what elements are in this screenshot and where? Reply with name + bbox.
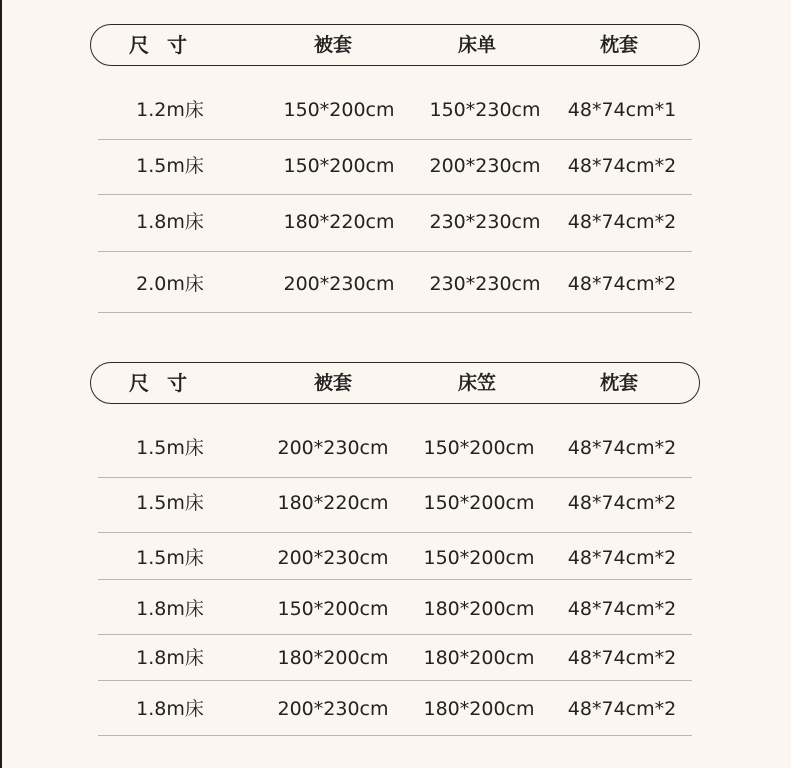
table-cell-size: 1.8m床 (136, 598, 204, 620)
table-cell-sheet: 150*200cm (423, 492, 535, 514)
table-cell-size: 1.8m床 (136, 647, 204, 669)
table-cell-duvet-cover: 180*200cm (277, 647, 389, 669)
table-cell-pillowcase: 48*74cm*2 (567, 437, 677, 459)
table-cell-pillowcase: 48*74cm*2 (567, 598, 677, 620)
table-cell-pillowcase: 48*74cm*2 (567, 547, 677, 569)
row-divider (98, 139, 692, 140)
table-cell-sheet: 180*200cm (423, 647, 535, 669)
table-cell-sheet: 180*200cm (423, 598, 535, 620)
table-cell-size: 1.5m床 (136, 492, 204, 514)
table-cell-size: 1.5m床 (136, 437, 204, 459)
table-cell-size: 1.8m床 (136, 211, 204, 233)
header-sheet: 床笠 (457, 372, 497, 394)
table-cell-sheet: 230*230cm (429, 273, 541, 295)
table-cell-sheet: 150*230cm (429, 99, 541, 121)
left-edge-border (0, 0, 2, 768)
table-cell-duvet-cover: 180*220cm (277, 492, 389, 514)
header-pillowcase: 枕套 (599, 34, 639, 56)
table-cell-duvet-cover: 150*200cm (283, 155, 395, 177)
table-cell-duvet-cover: 150*200cm (277, 598, 389, 620)
header-size: 尺寸 (129, 371, 205, 395)
table-cell-size: 1.2m床 (136, 99, 204, 121)
row-divider (98, 680, 692, 681)
table-cell-duvet-cover: 200*230cm (277, 547, 389, 569)
header-duvet-cover: 被套 (313, 34, 353, 56)
row-divider (98, 532, 692, 533)
table-cell-pillowcase: 48*74cm*2 (567, 647, 677, 669)
table-cell-size: 1.8m床 (136, 698, 204, 720)
row-divider (98, 579, 692, 580)
table-cell-sheet: 180*200cm (423, 698, 535, 720)
table-cell-duvet-cover: 180*220cm (283, 211, 395, 233)
table-cell-pillowcase: 48*74cm*1 (567, 99, 677, 121)
row-divider (98, 477, 692, 478)
table-cell-sheet: 200*230cm (429, 155, 541, 177)
table-cell-pillowcase: 48*74cm*2 (567, 492, 677, 514)
table-cell-size: 1.5m床 (136, 155, 204, 177)
table-cell-duvet-cover: 200*230cm (277, 437, 389, 459)
header-sheet: 床单 (457, 34, 497, 56)
row-divider (98, 735, 692, 736)
table-cell-sheet: 230*230cm (429, 211, 541, 233)
table-cell-pillowcase: 48*74cm*2 (567, 698, 677, 720)
row-divider (98, 312, 692, 313)
table-cell-duvet-cover: 200*230cm (283, 273, 395, 295)
table-cell-duvet-cover: 200*230cm (277, 698, 389, 720)
row-divider (98, 194, 692, 195)
header-size: 尺寸 (129, 33, 205, 57)
row-divider (98, 251, 692, 252)
header-pillowcase: 枕套 (599, 372, 639, 394)
header-duvet-cover: 被套 (313, 372, 353, 394)
table-cell-sheet: 150*200cm (423, 547, 535, 569)
row-divider (98, 634, 692, 635)
table-cell-pillowcase: 48*74cm*2 (567, 155, 677, 177)
table-cell-pillowcase: 48*74cm*2 (567, 211, 677, 233)
table-cell-pillowcase: 48*74cm*2 (567, 273, 677, 295)
table-cell-sheet: 150*200cm (423, 437, 535, 459)
table-cell-size: 1.5m床 (136, 547, 204, 569)
table-cell-size: 2.0m床 (136, 273, 204, 295)
table-cell-duvet-cover: 150*200cm (283, 99, 395, 121)
